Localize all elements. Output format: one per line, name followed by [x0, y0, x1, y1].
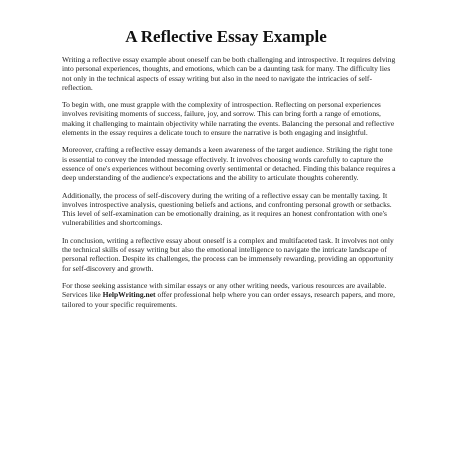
helpwriting-link[interactable]: HelpWriting.net: [102, 290, 156, 300]
closing-text-after: offer professional help where you can order essays, research papers, and more, tailored to your specific requirements.: [62, 290, 395, 309]
paragraph-audience: Moreover, crafting a reflective essay demands a keen awareness of the target audience. Striking the right tone is essential to convey the intended message effectively. It involves choosing words carefully to capture the essence of one's experiences without becoming overly sentimental or detached. Finding this balance requires a deep understanding of the audience's expectations and the ability to articulate thoughts coherently.: [62, 145, 396, 183]
essay-title: A Reflective Essay Example: [125, 27, 327, 46]
paragraph-conclusion: In conclusion, writing a reflective essay about oneself is a complex and multifaceted task. It involves not only the technical skills of essay writing but also the emotional intelligence to navigate the intricate landscape of personal reflection. Despite its challenges, the process can be immensely rewarding, providing an opportunity for self-discovery and growth.: [62, 235, 394, 273]
closing-text-before: For those seeking assistance with similar essays or any other writing needs, various resources are available. Services like: [62, 280, 387, 300]
essay-body: [62, 55, 397, 317]
paragraph-introspection: To begin with, one must grapple with the complexity of introspection. Reflecting on personal experiences involves revisiting moments of success, failure, joy, and sorrow. This can bring forth a range of emotions, making it challenging to maintain objectivity while narrating the events. Balancing the personal and reflective elements in the essay requires a delicate touch to ensure the narrative is both engaging and insightful.: [62, 100, 395, 138]
paragraph-self-discovery: Additionally, the process of self-discovery during the writing of a reflective essay can be mentally taxing. It involves introspective analysis, questioning beliefs and actions, and confronting personal growth or setbacks. This level of self-examination can be emotionally draining, as it requires an honest confrontation with one's vulnerabilities and shortcomings.: [62, 190, 392, 228]
paragraph-intro: Writing a reflective essay example about oneself can be both challenging and introspective. It requires delving into personal experiences, thoughts, and emotions, which can be a daunting task for many. The difficulty lies not only in the technical aspects of essay writing but also in the need to navigate the intricacies of self-reflection.: [62, 55, 396, 92]
paragraph-closing: [62, 281, 397, 309]
